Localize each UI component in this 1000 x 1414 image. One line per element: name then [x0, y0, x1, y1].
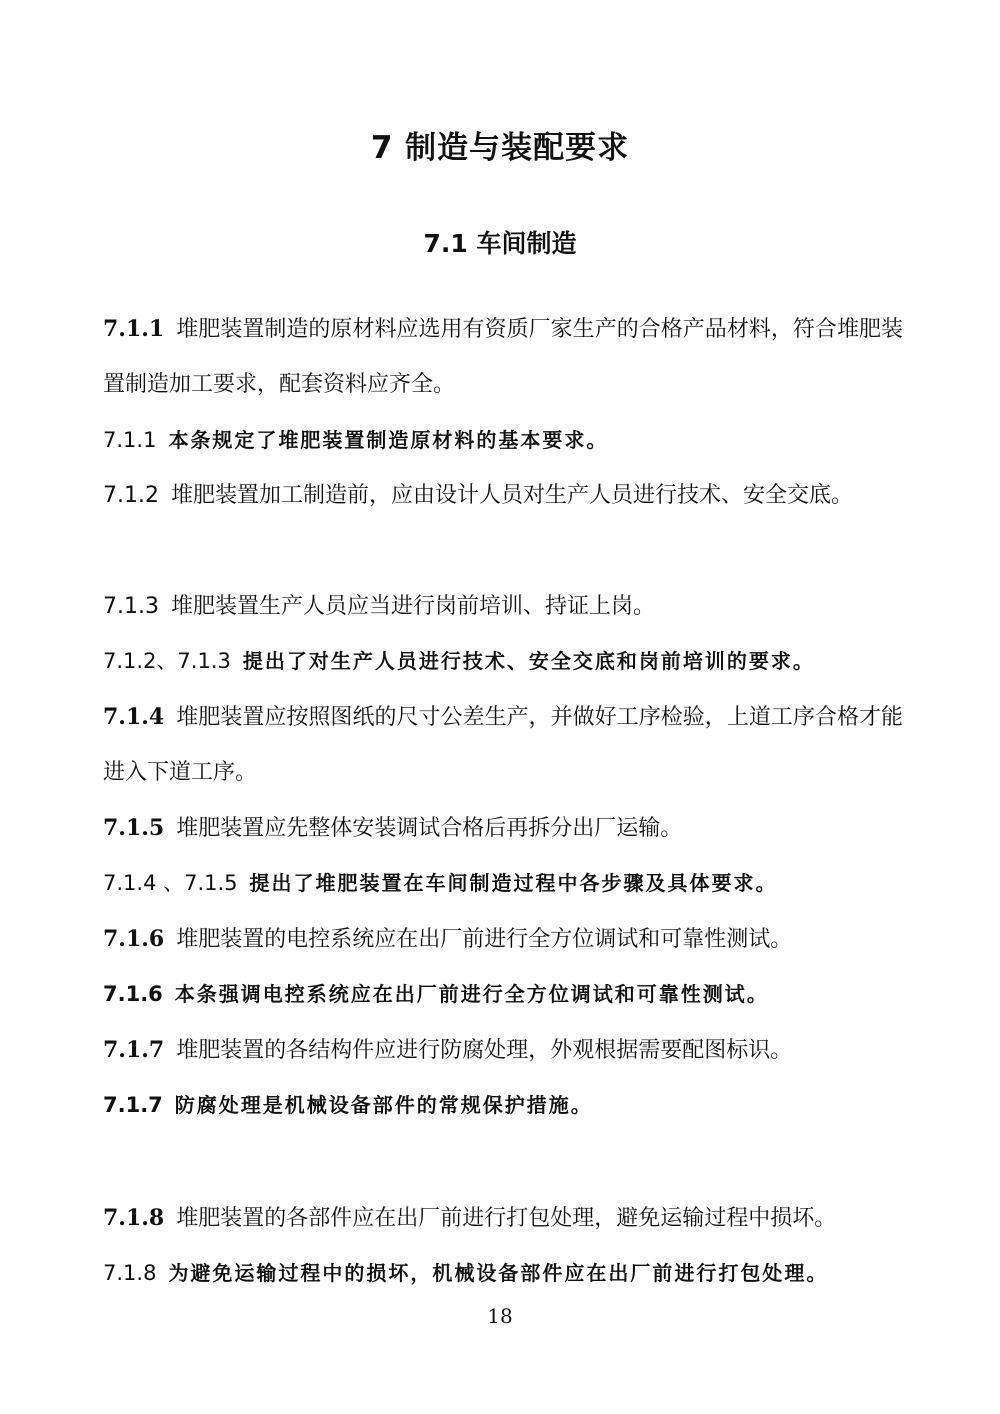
clause-text: 堆肥装置制造的原材料应选用有资质厂家生产的合格产品材料，符合堆肥装置制造加工要求，配套资料应齐全。: [103, 317, 903, 397]
clause-number: 7.1.4: [103, 704, 165, 730]
clause-7-1-6: [103, 912, 903, 967]
clause-number: 7.1.6: [103, 926, 165, 952]
clause-text: 堆肥装置加工制造前，应由设计人员对生产人员进行技术、安全交底。: [170, 483, 853, 508]
clause-7-1-8: [103, 1191, 903, 1246]
clause-text: 堆肥装置应按照图纸的尺寸公差生产，并做好工序检验，上道工序合格才能进入下道工序。: [103, 705, 903, 785]
section-title: 7.1 车间制造: [423, 229, 577, 258]
clause-text: 堆肥装置生产人员应当进行岗前培训、持证上岗。: [170, 594, 655, 619]
clause-number: 7.1.2: [103, 483, 159, 508]
explanation-text: 为避免运输过程中的损坏，机械设备部件应在出厂前进行打包处理。: [168, 1261, 829, 1285]
clause-text: 堆肥装置应先整体安装调试合格后再拆分出厂运输。: [176, 816, 683, 841]
explanation-number: 7.1.8: [103, 1261, 157, 1285]
clause-number: 7.1.3: [103, 594, 159, 619]
clause-text: 堆肥装置的各结构件应进行防腐处理，外观根据需要配图标识。: [176, 1038, 793, 1063]
clause-7-1-7: [103, 1023, 903, 1078]
page-number: 18: [487, 1304, 513, 1328]
explanation-text: 防腐处理是机械设备部件的常规保护措施。: [174, 1093, 593, 1117]
explanation-number: 7.1.4 、7.1.5: [103, 871, 238, 895]
explanation-7-1-4-7-1-5: [103, 856, 903, 911]
clause-7-1-3: [103, 579, 903, 634]
explanation-7-1-8: [103, 1246, 903, 1301]
clause-7-1-1: [103, 302, 903, 412]
clause-text: 堆肥装置的电控系统应在出厂前进行全方位调试和可靠性测试。: [176, 927, 793, 952]
explanation-text: 提出了对生产人员进行技术、安全交底和岗前培训的要求。: [242, 649, 815, 673]
explanation-7-1-7: [103, 1078, 903, 1133]
explanation-text: 本条强调电控系统应在出厂前进行全方位调试和可靠性测试。: [174, 982, 769, 1006]
explanation-text: 提出了堆肥装置在车间制造过程中各步骤及具体要求。: [249, 871, 778, 895]
explanation-number: 7.1.1: [103, 428, 157, 452]
clause-7-1-2: [103, 468, 903, 523]
explanation-7-1-2-7-1-3: [103, 634, 903, 689]
clause-number: 7.1.7: [103, 1037, 165, 1063]
explanation-7-1-6: [103, 967, 903, 1022]
explanation-7-1-1: [103, 413, 903, 468]
clause-7-1-4: [103, 690, 903, 800]
explanation-text: 本条规定了堆肥装置制造原材料的基本要求。: [168, 428, 609, 452]
chapter-title: 7 制造与装配要求: [370, 130, 630, 166]
clause-number: 7.1.1: [103, 316, 165, 342]
clause-text: 堆肥装置的各部件应在出厂前进行打包处理，避免运输过程中损坏。: [176, 1206, 837, 1231]
clause-number: 7.1.8: [103, 1205, 165, 1231]
clause-number: 7.1.5: [103, 815, 165, 841]
explanation-number: 7.1.7: [103, 1093, 163, 1117]
clause-7-1-5: [103, 801, 903, 856]
explanation-number: 7.1.2、7.1.3: [103, 649, 231, 673]
explanation-number: 7.1.6: [103, 982, 163, 1006]
